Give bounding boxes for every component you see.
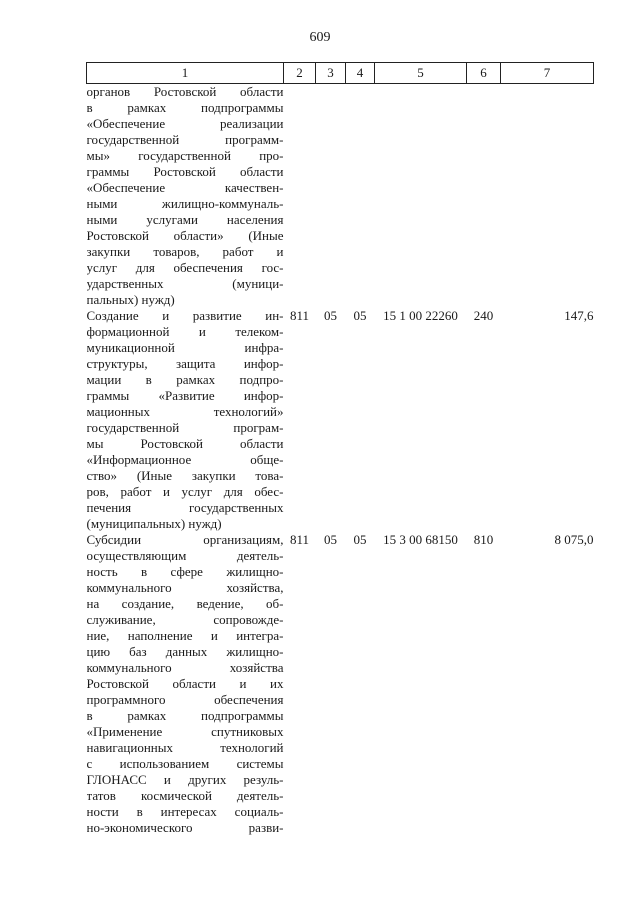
desc-line: Создание и развитие ин-: [86, 308, 284, 323]
header-col-7: 7: [501, 63, 594, 84]
desc-line: ГЛОНАСС и других резуль-: [86, 772, 284, 787]
row-description: [87, 84, 284, 309]
desc-line: мационных технологий»: [86, 404, 284, 419]
desc-line: коммунального хозяйства: [86, 660, 284, 675]
header-col-5: 5: [375, 63, 467, 84]
table-row: [87, 308, 594, 532]
desc-line: «Обеспечение качествен-: [86, 180, 284, 195]
desc-line: ности в интересах социаль-: [86, 804, 284, 819]
desc-line: в рамках подпрограммы: [86, 100, 284, 115]
cell-amount: 147,6: [564, 308, 594, 323]
desc-line: ние, наполнение и интегра-: [86, 628, 284, 643]
desc-line: татов космической деятель-: [86, 788, 284, 803]
desc-line: граммы Ростовской области: [86, 164, 284, 179]
header-col-6: 6: [467, 63, 501, 84]
cell-admin-code: [284, 84, 316, 309]
cell-target-article: 15 1 00 22260: [383, 308, 458, 323]
cell-expense-type: 810: [473, 532, 494, 547]
desc-line: граммы «Развитие инфор-: [86, 388, 284, 403]
header-col-2: 2: [284, 63, 316, 84]
desc-line: коммунального хозяйства,: [86, 580, 284, 595]
desc-line: навигационных технологий: [86, 740, 284, 755]
desc-line: ударственных (муници-: [86, 276, 284, 291]
table-row: [87, 84, 594, 309]
desc-line: мации в рамках подпро-: [86, 372, 284, 387]
desc-line: ность в сфере жилищно-: [86, 564, 284, 579]
desc-line: мы» государственной про-: [86, 148, 284, 163]
cell-section: 05: [324, 308, 337, 323]
desc-line: «Информационное обще-: [86, 452, 284, 467]
desc-line: ными жилищно-коммуналь-: [86, 196, 284, 211]
cell-expense-type: 240: [473, 308, 494, 323]
desc-line: «Применение спутниковых: [86, 724, 284, 739]
desc-line: «Обеспечение реализации: [86, 116, 284, 131]
desc-line: программного обеспечения: [86, 692, 284, 707]
desc-line: ными услугами населения: [86, 212, 284, 227]
header-col-4: 4: [346, 63, 375, 84]
page-number: 609: [309, 30, 331, 45]
desc-line: осуществляющим деятель-: [86, 548, 284, 563]
desc-line: закупки товаров, работ и: [86, 244, 284, 259]
cell-target-article: 15 3 00 68150: [383, 532, 458, 547]
desc-line: Ростовской области» (Иные: [86, 228, 284, 243]
desc-line: с использованием системы: [86, 756, 284, 771]
header-row: [87, 63, 594, 84]
cell-admin-code: 811: [289, 532, 310, 547]
desc-line: услуг для обеспечения гос-: [86, 260, 284, 275]
desc-line: Субсидии организациям,: [86, 532, 284, 547]
cell-admin-code: 811: [289, 308, 310, 323]
cell-subsection: 05: [353, 532, 367, 547]
desc-line: ство» (Иные закупки това-: [86, 468, 284, 483]
desc-line: печения государственных: [86, 500, 284, 515]
desc-line: в рамках подпрограммы: [86, 708, 284, 723]
cell-amount: 8 075,0: [554, 532, 594, 547]
cell-section: 05: [324, 532, 337, 547]
desc-line: ров, работ и услуг для обес-: [86, 484, 284, 499]
table-row: [87, 532, 594, 836]
header-col-3: 3: [316, 63, 346, 84]
desc-line: (муниципальных) нужд): [86, 516, 222, 531]
cell-expense-type: [467, 84, 501, 309]
header-col-1: 1: [87, 63, 284, 84]
cell-target-article: [375, 84, 467, 309]
budget-table: [86, 62, 594, 836]
cell-section: [316, 84, 346, 309]
desc-line: цию баз данных жилищно-: [86, 644, 284, 659]
desc-line: но-экономического разви-: [86, 820, 284, 835]
desc-line: структуры, защита инфор-: [86, 356, 284, 371]
desc-line: мы Ростовской области: [86, 436, 284, 451]
desc-line: государственной программ-: [86, 132, 284, 147]
desc-line: муникационной инфра-: [86, 340, 284, 355]
cell-amount: [501, 84, 594, 309]
desc-line: пальных) нужд): [86, 292, 175, 307]
cell-subsection: 05: [353, 308, 367, 323]
row-description: [87, 532, 284, 836]
desc-line: Ростовской области и их: [86, 676, 284, 691]
desc-line: формационной и телеком-: [86, 324, 284, 339]
desc-line: органов Ростовской области: [86, 84, 284, 99]
desc-line: на создание, ведение, об-: [86, 596, 284, 611]
desc-line: служивание, сопровожде-: [86, 612, 284, 627]
row-description: [87, 308, 284, 532]
desc-line: государственной програм-: [86, 420, 284, 435]
cell-subsection: [346, 84, 375, 309]
